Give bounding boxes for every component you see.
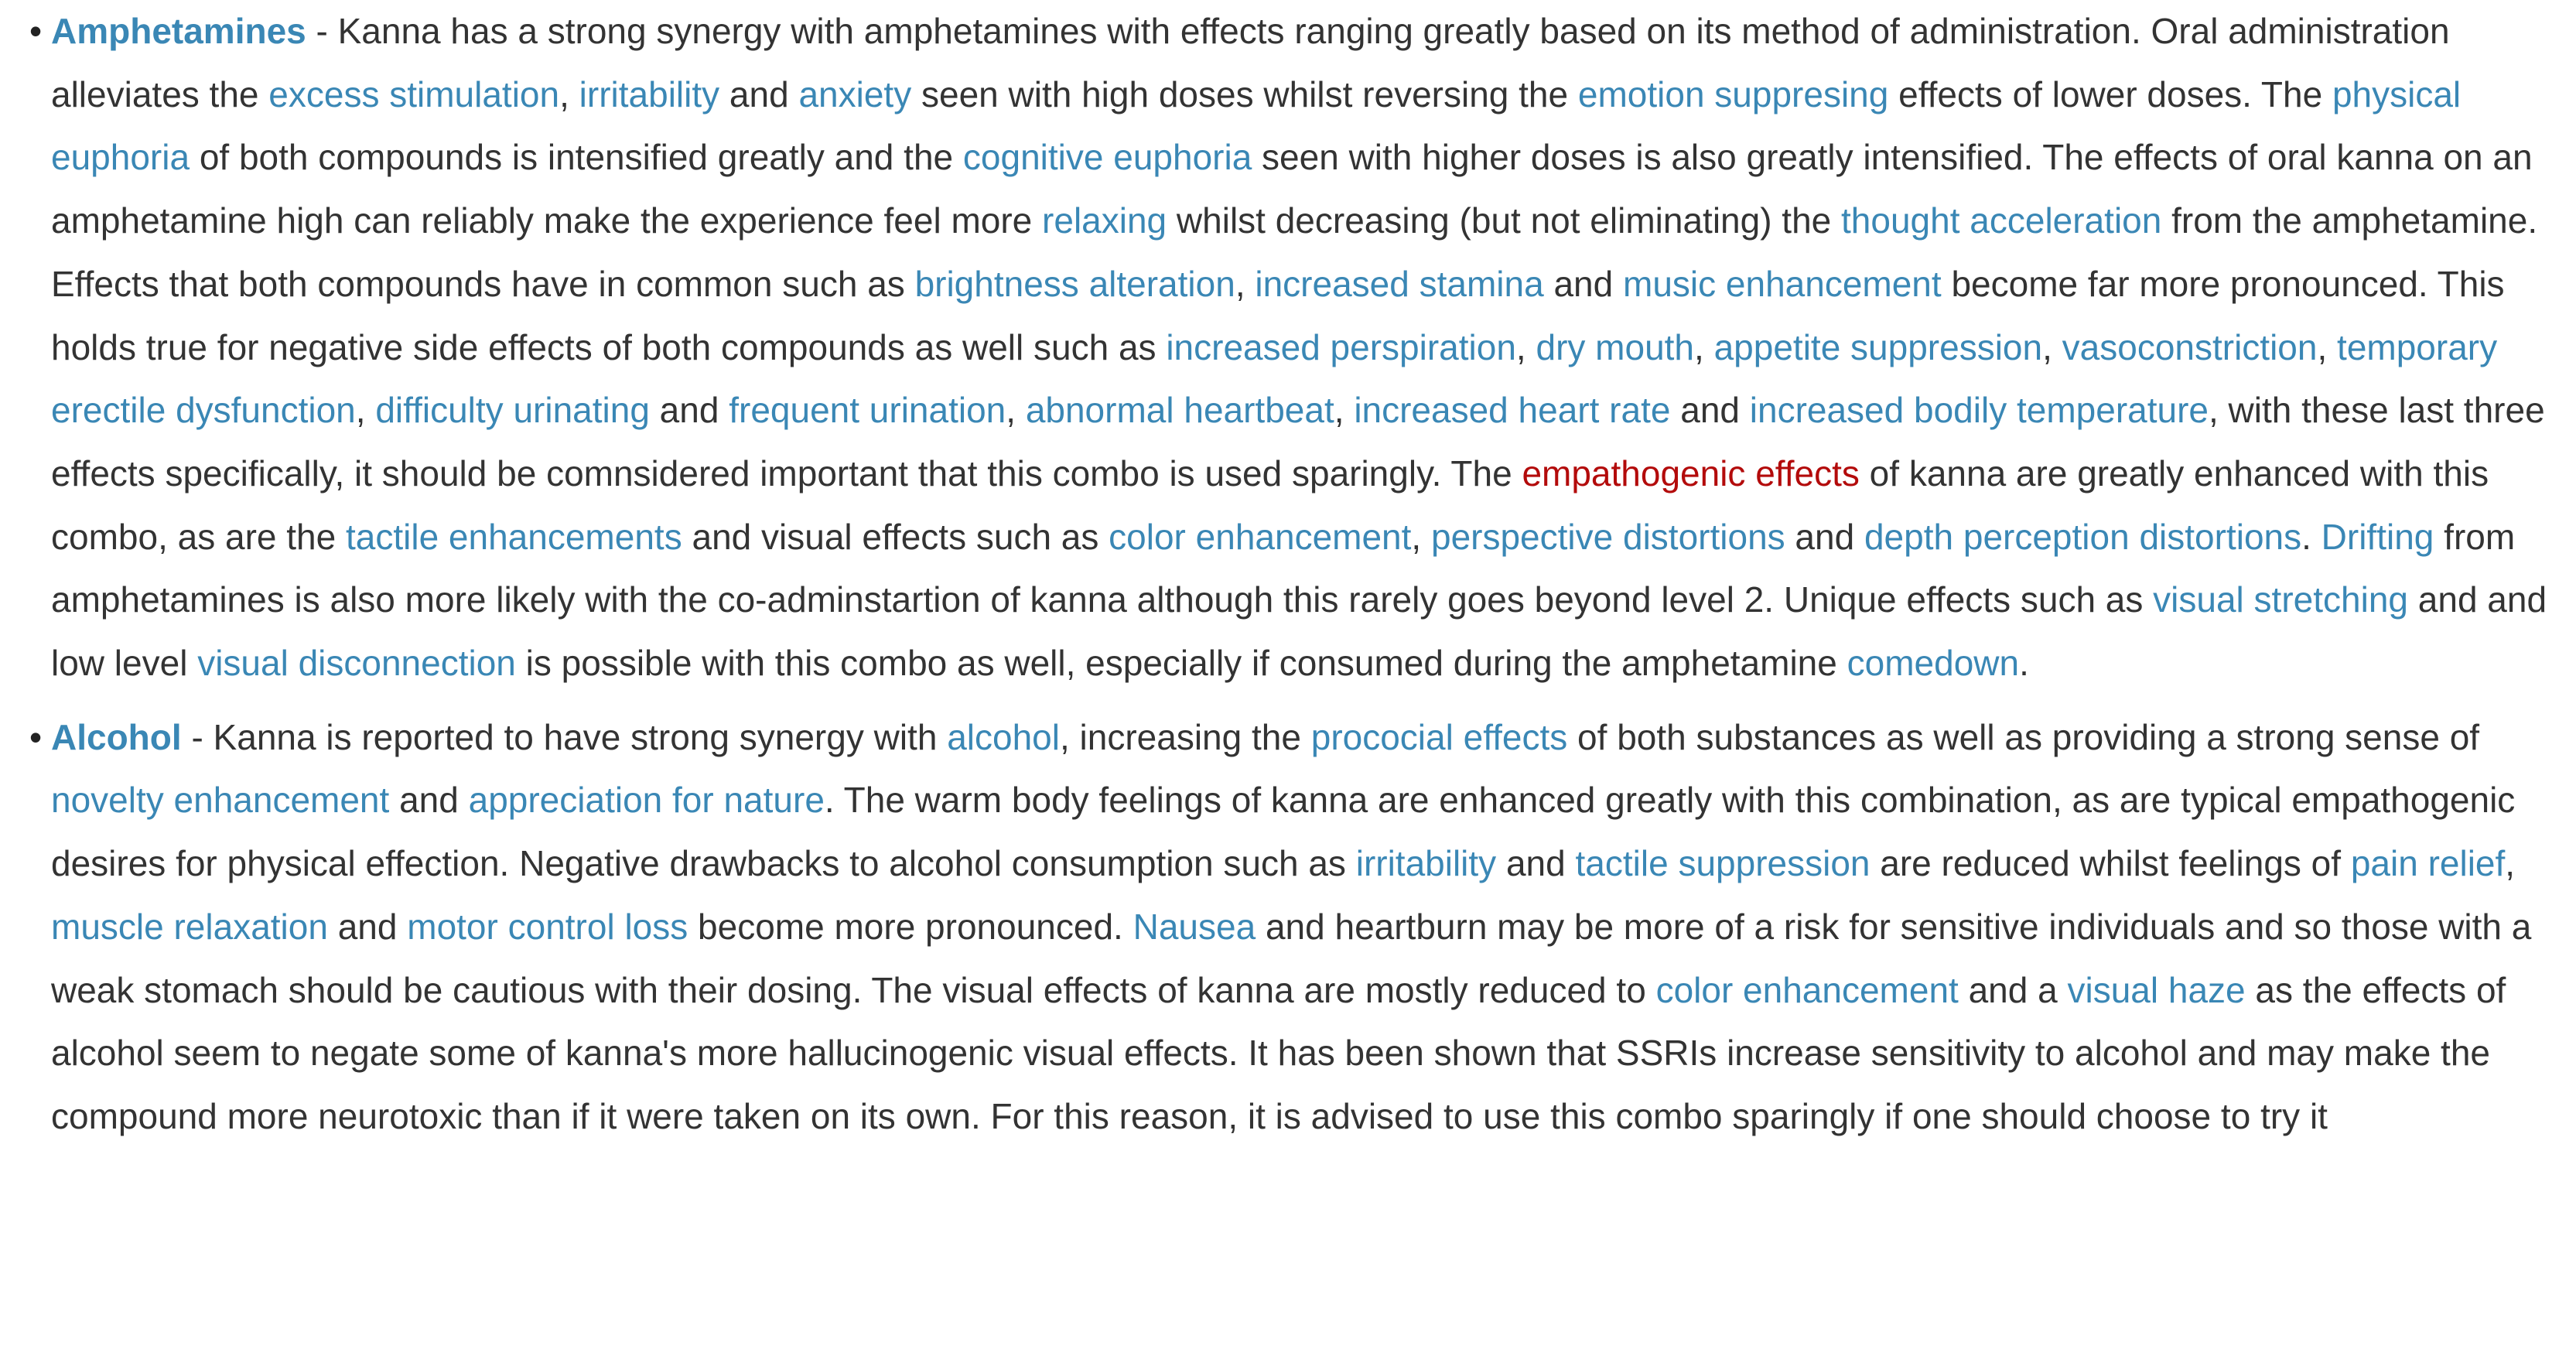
text-run: and a [1958, 969, 2068, 1010]
text-run: , with these last three effects specifically, it should be comnsidered important that this combo is used sparingly. The [51, 390, 2545, 493]
link-comedown[interactable]: comedown [1847, 643, 2020, 684]
text-run: and heartburn may be more of a risk for sensitive individuals and so those with a weak stomach should be cautious with their dosing. The visual effects of kanna are mostly reduced to [51, 906, 2532, 1010]
link-visual-stretching[interactable]: visual stretching [2153, 579, 2408, 620]
link-perspective-distortions[interactable]: perspective distortions [1430, 516, 1785, 557]
text-run: as the effects of alcohol seem to negate some of kanna's more hallucinogenic visual effects. It has been shown that SSRIs increase sensitivity to alcohol and may make the compound more neurotoxic than if it were taken on its own. For this reason, it is advised to use this combo sparingly if one should choose to try it [51, 969, 2506, 1136]
link-empathogenic-effects[interactable]: empathogenic effects [1522, 453, 1860, 493]
text-run: and [389, 780, 469, 821]
link-difficulty-urinating[interactable]: difficulty urinating [375, 390, 650, 431]
item-body [51, 717, 2531, 1136]
text-run: , [1235, 263, 1256, 304]
text-run: , [1694, 326, 1714, 367]
text-run: . [2301, 516, 2321, 557]
link-motor-control-loss[interactable]: motor control loss [407, 906, 688, 947]
text-run: , [1334, 390, 1355, 431]
text-run: - Kanna is reported to have strong synergy with [181, 716, 948, 757]
text-run: , [1515, 326, 1536, 367]
text-run: , [355, 390, 376, 431]
link-thought-acceleration[interactable]: thought acceleration [1841, 200, 2162, 241]
link-irritability[interactable]: irritability [1355, 843, 1497, 884]
link-brightness-alteration[interactable]: brightness alteration [914, 263, 1235, 304]
link-depth-perception-distortions[interactable]: depth perception distortions [1864, 516, 2302, 557]
link-tactile-enhancements[interactable]: tactile enhancements [345, 516, 682, 557]
text-run: effects of lower doses. The [1888, 73, 2332, 114]
link-prococial-effects[interactable]: prococial effects [1310, 716, 1568, 757]
text-run: are reduced whilst feelings of [1870, 843, 2351, 884]
link-temporary-erectile-dysfunction[interactable]: temporary erectile dysfunction [51, 326, 2498, 431]
bullet-icon: • [29, 11, 43, 51]
link-anxiety[interactable]: anxiety [798, 73, 912, 114]
link-pain-relief[interactable]: pain relief [2350, 843, 2506, 884]
text-run: become more pronounced. [688, 906, 1133, 947]
text-run: become far more pronounced. This holds true for negative side effects of both compounds as well such as [51, 263, 2505, 367]
list-item [0, 706, 2561, 1149]
link-color-enhancement[interactable]: color enhancement [1109, 516, 1412, 557]
text-run: seen with higher doses is also greatly intensified. The effects of oral kanna on an amphetamine high can reliably make the experience feel more [51, 137, 2533, 241]
text-run: is possible with this combo as well, especially if consumed during the amphetamine [515, 643, 1847, 684]
link-novelty-enhancement[interactable]: novelty enhancement [51, 780, 390, 821]
link-drifting[interactable]: Drifting [2321, 516, 2434, 557]
link-abnormal-heartbeat[interactable]: abnormal heartbeat [1025, 390, 1334, 431]
text-run: , [1411, 516, 1431, 557]
link-irritability[interactable]: irritability [579, 73, 720, 114]
text-run: and visual effects such as [682, 516, 1109, 557]
link-physical-euphoria[interactable]: physical euphoria [51, 73, 2462, 178]
text-run: seen with high doses whilst reversing the [911, 73, 1578, 114]
link-visual-disconnection[interactable]: visual disconnection [197, 643, 516, 684]
link-increased-stamina[interactable]: increased stamina [1255, 263, 1544, 304]
text-run: , [2042, 326, 2062, 367]
text-run: - Kanna has a strong synergy with amphetamines with effects ranging greatly based on its method of administration. Oral administration alleviates the [51, 11, 2450, 114]
text-run: from the amphetamine. Effects that both compounds have in common such as [51, 200, 2538, 304]
bullet-icon: • [29, 716, 43, 757]
text-run: and [327, 906, 408, 947]
text-run: of both substances as well as providing a strong sense of [1567, 716, 2480, 757]
text-run: , [2317, 326, 2338, 367]
text-run: and [1785, 516, 1864, 557]
text-run: and [1496, 843, 1576, 884]
link-color-enhancement[interactable]: color enhancement [1655, 969, 1959, 1010]
text-run: from amphetamines is also more likely with the co-adminstartion of kanna although this rarely goes beyond level 2. Unique effects such as [51, 516, 2516, 620]
item-title-link[interactable]: Alcohol [51, 716, 182, 757]
text-run: , increasing the [1059, 716, 1311, 757]
link-excess-stimulation[interactable]: excess stimulation [268, 73, 560, 114]
link-music-enhancement[interactable]: music enhancement [1623, 263, 1942, 304]
item-title-link[interactable]: Amphetamines [51, 11, 306, 51]
text-run: whilst decreasing (but not eliminating) the [1167, 200, 1842, 241]
text-run: . [2019, 643, 2029, 684]
text-run: and [1670, 390, 1750, 431]
text-run: . The warm body feelings of kanna are enhanced greatly with this combination, as are typical empathogenic desires for physical effection. Negative drawbacks to alcohol consumption such as [51, 780, 2516, 884]
link-vasoconstriction[interactable]: vasoconstriction [2062, 326, 2318, 367]
link-tactile-suppression[interactable]: tactile suppression [1575, 843, 1871, 884]
link-cognitive-euphoria[interactable]: cognitive euphoria [962, 137, 1252, 178]
link-visual-haze[interactable]: visual haze [2067, 969, 2246, 1010]
text-run: and [719, 73, 799, 114]
text-run: and and low level [51, 579, 2547, 684]
text-run: , [1006, 390, 1026, 431]
text-run: and [1543, 263, 1623, 304]
link-increased-perspiration[interactable]: increased perspiration [1166, 326, 1516, 367]
link-muscle-relaxation[interactable]: muscle relaxation [51, 906, 328, 947]
text-run: , [559, 73, 579, 114]
text-run: , [2505, 843, 2516, 884]
text-run: of both compounds is intensified greatly and the [190, 137, 963, 178]
link-emotion-suppresing[interactable]: emotion suppresing [1577, 73, 1889, 114]
text-run: of kanna are greatly enhanced with this combo, as are the [51, 453, 2489, 557]
item-body [51, 11, 2547, 683]
link-alcohol[interactable]: alcohol [947, 716, 1060, 757]
link-appreciation-for-nature[interactable]: appreciation for nature [468, 780, 825, 821]
text-run: and [649, 390, 729, 431]
link-relaxing[interactable]: relaxing [1042, 200, 1167, 241]
link-increased-heart-rate[interactable]: increased heart rate [1354, 390, 1671, 431]
link-nausea[interactable]: Nausea [1133, 906, 1256, 947]
link-appetite-suppression[interactable]: appetite suppression [1713, 326, 2043, 367]
link-dry-mouth[interactable]: dry mouth [1536, 326, 1695, 367]
link-frequent-urination[interactable]: frequent urination [729, 390, 1006, 431]
link-increased-bodily-temperature[interactable]: increased bodily temperature [1749, 390, 2209, 431]
